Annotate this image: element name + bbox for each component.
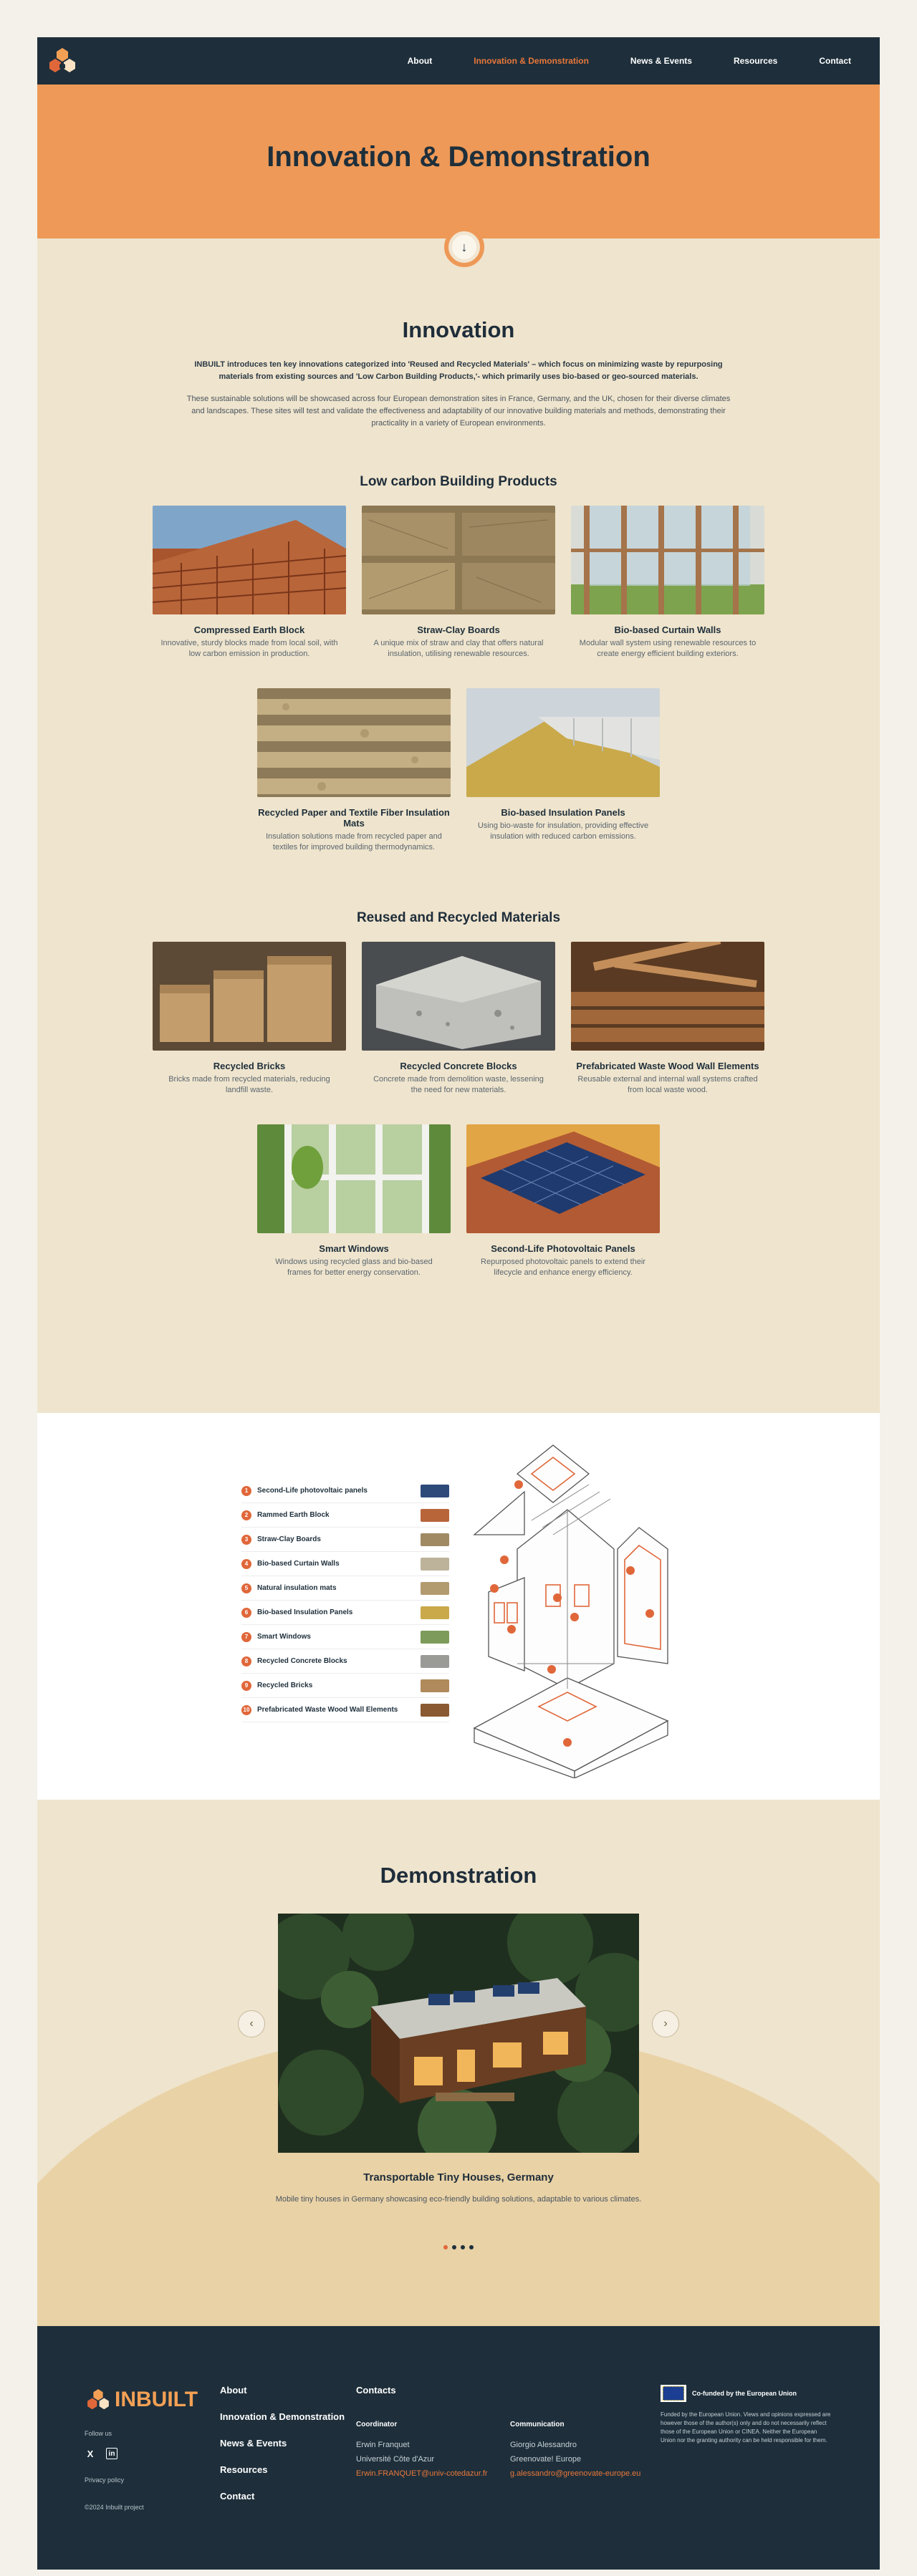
card-desc: Modular wall system using renewable resources to create energy efficient building exteriors.: [579, 639, 757, 658]
card-title: Straw-Clay Boards: [417, 624, 500, 635]
innovation-intro-bold: INBUILT introduces ten key innovations categorized into 'Reused and Recycled Materials' – which focus on minimizing waste by repurposing materials from existing sources and 'Low Carbon Building Products,'- which primarily uses bio-based or geo-sourced materials.: [194, 360, 723, 381]
card-bio-based-curtain-walls[interactable]: [571, 506, 764, 660]
card-second-life-pv[interactable]: [466, 1124, 660, 1278]
hero-banner: [37, 85, 880, 254]
coordinator-heading: Coordinator: [356, 2421, 398, 2428]
legend-thumbnail: [421, 1582, 449, 1595]
card-title: Compressed Earth Block: [193, 624, 305, 635]
card-title: Prefabricated Waste Wood Wall Elements: [576, 1061, 759, 1071]
card-title: Smart Windows: [319, 1243, 389, 1254]
communication-heading: Communication: [510, 2421, 565, 2428]
page: [37, 37, 880, 2570]
nav-news[interactable]: News & Events: [630, 56, 692, 66]
card-desc: Using bio-waste for insulation, providing effective insulation with reduced carbon emissions.: [477, 821, 649, 841]
legend-thumbnail: [421, 1606, 449, 1619]
coordinator-org: Université Côte d'Azur: [356, 2455, 435, 2464]
recycled-title: Reused and Recycled Materials: [356, 910, 561, 925]
legend-label: Smart Windows: [257, 1633, 311, 1641]
legend-number: 7: [241, 1632, 251, 1642]
carousel-dot[interactable]: [452, 2245, 456, 2249]
legend-label: Recycled Bricks: [257, 1682, 313, 1689]
footer-nav-contact[interactable]: Contact: [220, 2491, 255, 2502]
legend-item[interactable]: [241, 1649, 449, 1674]
footer-nav-innovation[interactable]: Innovation & Demonstration: [220, 2411, 345, 2422]
copyright: ©2024 Inbuilt project: [85, 2504, 144, 2511]
card-recycled-paper-textile-mats[interactable]: [257, 688, 451, 853]
legend-number: 5: [241, 1583, 251, 1593]
legend-thumbnail: [421, 1631, 449, 1644]
inbuilt-logo-icon[interactable]: [46, 44, 79, 77]
legend-label: Prefabricated Waste Wood Wall Elements: [257, 1706, 398, 1714]
legend-number: 3: [241, 1535, 251, 1545]
legend-item[interactable]: [241, 1552, 449, 1576]
footer-logo-text: INBUILT: [115, 2388, 198, 2411]
carousel-slide-image: [278, 1914, 639, 2153]
card-title: Bio-based Curtain Walls: [614, 624, 721, 635]
legend-number: 2: [241, 1510, 251, 1520]
card-title: Bio-based Insulation Panels: [501, 807, 625, 818]
smart-windows-image: [257, 1124, 451, 1233]
legend-number: 4: [241, 1559, 251, 1569]
demonstration-section: [37, 1800, 880, 2326]
card-compressed-earth-block[interactable]: [153, 506, 346, 660]
house-diagram-section: [37, 1413, 880, 1800]
pv-panels-image: [466, 1124, 660, 1233]
card-recycled-bricks[interactable]: [153, 942, 346, 1096]
legend-number: 9: [241, 1681, 251, 1691]
coordinator-email[interactable]: Erwin.FRANQUET@univ-cotedazur.fr: [356, 2469, 488, 2478]
carousel-dot[interactable]: [443, 2245, 448, 2249]
coordinator-name: Erwin Franquet: [356, 2441, 410, 2449]
card-desc: Windows using recycled glass and bio-based frames for better energy conservation.: [275, 1258, 433, 1277]
legend-item[interactable]: [241, 1479, 449, 1503]
footer-logo[interactable]: [85, 2386, 198, 2413]
footer-nav: [220, 2385, 345, 2517]
legend-thumbnail: [421, 1558, 449, 1571]
communication-name: Giorgio Alessandro: [510, 2441, 577, 2449]
footer-nav-resources[interactable]: Resources: [220, 2464, 268, 2475]
card-title: Recycled Paper and Textile Fiber Insulation Mats: [258, 807, 450, 829]
legend-number: 10: [241, 1705, 251, 1715]
waste-wood-image: [571, 942, 764, 1051]
demonstration-title: Demonstration: [380, 1863, 537, 1888]
card-desc: Innovative, sturdy blocks made from local soil, with low carbon emission in production.: [160, 639, 338, 658]
privacy-policy-link[interactable]: Privacy policy: [85, 2476, 125, 2484]
legend-item[interactable]: [241, 1674, 449, 1698]
legend-thumbnail: [421, 1509, 449, 1522]
card-title: Recycled Bricks: [213, 1061, 286, 1071]
innovation-title: Innovation: [402, 317, 515, 342]
footer-nav-news[interactable]: News & Events: [220, 2438, 287, 2449]
carousel-next-button[interactable]: [652, 2010, 679, 2037]
card-straw-clay-boards[interactable]: [362, 506, 555, 660]
card-desc: A unique mix of straw and clay that offers natural insulation, utilising renewable resources.: [373, 639, 544, 658]
nav-resources[interactable]: Resources: [733, 56, 778, 66]
legend-item[interactable]: [241, 1528, 449, 1552]
nav-contact[interactable]: Contact: [819, 56, 851, 66]
legend-item[interactable]: [241, 1698, 449, 1722]
straw-clay-image: [362, 506, 555, 614]
arrow-down-icon: ↓: [452, 235, 476, 259]
carousel-dot[interactable]: [461, 2245, 465, 2249]
nav-innovation[interactable]: Innovation & Demonstration: [474, 56, 589, 66]
follow-label: Follow us: [85, 2430, 112, 2437]
footer: [37, 2326, 880, 2570]
eu-disclaimer: Funded by the European Union. Views and opinions expressed are however those of the author(s) only and do not necessarily reflect those of the European Union or CINEA. Neither the European Union nor the granting authority can be held responsible for them.: [661, 2411, 831, 2444]
coordinator-contact: [356, 2418, 488, 2481]
legend-number: 8: [241, 1656, 251, 1666]
legend-label: Rammed Earth Block: [257, 1511, 330, 1519]
legend-label: Recycled Concrete Blocks: [257, 1657, 347, 1665]
communication-contact: [510, 2418, 640, 2481]
eu-funding-block: [661, 2385, 832, 2445]
legend-item[interactable]: [241, 1625, 449, 1649]
legend-number: 1: [241, 1486, 251, 1496]
slide-title: Transportable Tiny Houses, Germany: [363, 2171, 554, 2184]
footer-nav-about[interactable]: About: [220, 2385, 247, 2396]
card-bio-based-insulation-panels[interactable]: [466, 688, 660, 853]
innovation-intro: These sustainable solutions will be showcased across four European demonstration sites in France, Germany, and the UK, chosen for their diverse climates and landscapes. These sites will test and validate the effectiveness and adaptability of our innovative building materials and methods, demonstrating their practicality in a variety of European environments.: [186, 395, 731, 428]
recycled-bricks-image: [153, 942, 346, 1051]
low-carbon-title: Low carbon Building Products: [360, 474, 557, 489]
diagram-legend: [241, 1479, 449, 1722]
eu-flag-icon: [661, 2385, 686, 2402]
insulation-panels-image: [466, 688, 660, 797]
legend-label: Natural insulation mats: [257, 1584, 337, 1592]
legend-thumbnail: [421, 1533, 449, 1546]
legend-item[interactable]: [241, 1503, 449, 1528]
card-desc: Insulation solutions made from recycled paper and textiles for improved building thermodynamics.: [266, 832, 442, 852]
legend-number: 6: [241, 1608, 251, 1618]
eu-label: Co-funded by the European Union: [692, 2389, 797, 2397]
contacts-title: Contacts: [356, 2385, 396, 2396]
linkedin-icon[interactable]: in: [106, 2448, 117, 2459]
legend-thumbnail: [421, 1679, 449, 1692]
legend-label: Second-Life photovoltaic panels: [257, 1487, 368, 1495]
legend-item[interactable]: [241, 1576, 449, 1601]
legend-item[interactable]: [241, 1601, 449, 1625]
card-smart-windows[interactable]: [257, 1124, 451, 1278]
slide-description: Mobile tiny houses in Germany showcasing eco-friendly building solutions, adaptable to various climates.: [275, 2195, 642, 2204]
communication-org: Greenovate! Europe: [510, 2455, 582, 2464]
page-title: Innovation & Demonstration: [267, 141, 650, 173]
card-desc: Bricks made from recycled materials, reducing landfill waste.: [168, 1075, 330, 1094]
card-recycled-concrete-blocks[interactable]: [362, 942, 555, 1096]
curtain-wall-image: [571, 506, 764, 614]
recycled-concrete-image: [362, 942, 555, 1051]
card-desc: Reusable external and internal wall systems crafted from local waste wood.: [577, 1075, 758, 1094]
x-twitter-icon[interactable]: X: [87, 2448, 94, 2459]
card-prefab-waste-wood[interactable]: [571, 942, 764, 1096]
legend-thumbnail: [421, 1655, 449, 1668]
innovation-section: [37, 238, 880, 1413]
earth-block-image: [153, 506, 346, 614]
legend-label: Bio-based Insulation Panels: [257, 1608, 353, 1616]
paper-textile-mats-image: [257, 688, 451, 797]
chevron-right-icon: ›: [663, 2017, 668, 2030]
legend-label: Straw-Clay Boards: [257, 1535, 321, 1543]
nav-about[interactable]: About: [407, 56, 433, 66]
carousel-prev-button[interactable]: [238, 2010, 265, 2037]
exploded-house-illustration: [460, 1442, 689, 1778]
legend-thumbnail: [421, 1485, 449, 1497]
legend-thumbnail: [421, 1704, 449, 1717]
legend-label: Bio-based Curtain Walls: [257, 1560, 340, 1568]
carousel-dot[interactable]: [469, 2245, 474, 2249]
card-title: Recycled Concrete Blocks: [400, 1061, 517, 1071]
card-desc: Concrete made from demolition waste, lessening the need for new materials.: [373, 1075, 544, 1094]
carousel-dots: [37, 2245, 880, 2249]
card-desc: Repurposed photovoltaic panels to extend their lifecycle and enhance energy efficiency.: [481, 1258, 645, 1277]
chevron-left-icon: ‹: [249, 2017, 254, 2030]
scroll-down-button[interactable]: [444, 227, 484, 267]
inbuilt-logo-icon: [85, 2386, 112, 2413]
top-nav: [37, 37, 880, 85]
card-title: Second-Life Photovoltaic Panels: [491, 1243, 635, 1254]
communication-email[interactable]: g.alessandro@greenovate-europe.eu: [510, 2469, 641, 2478]
